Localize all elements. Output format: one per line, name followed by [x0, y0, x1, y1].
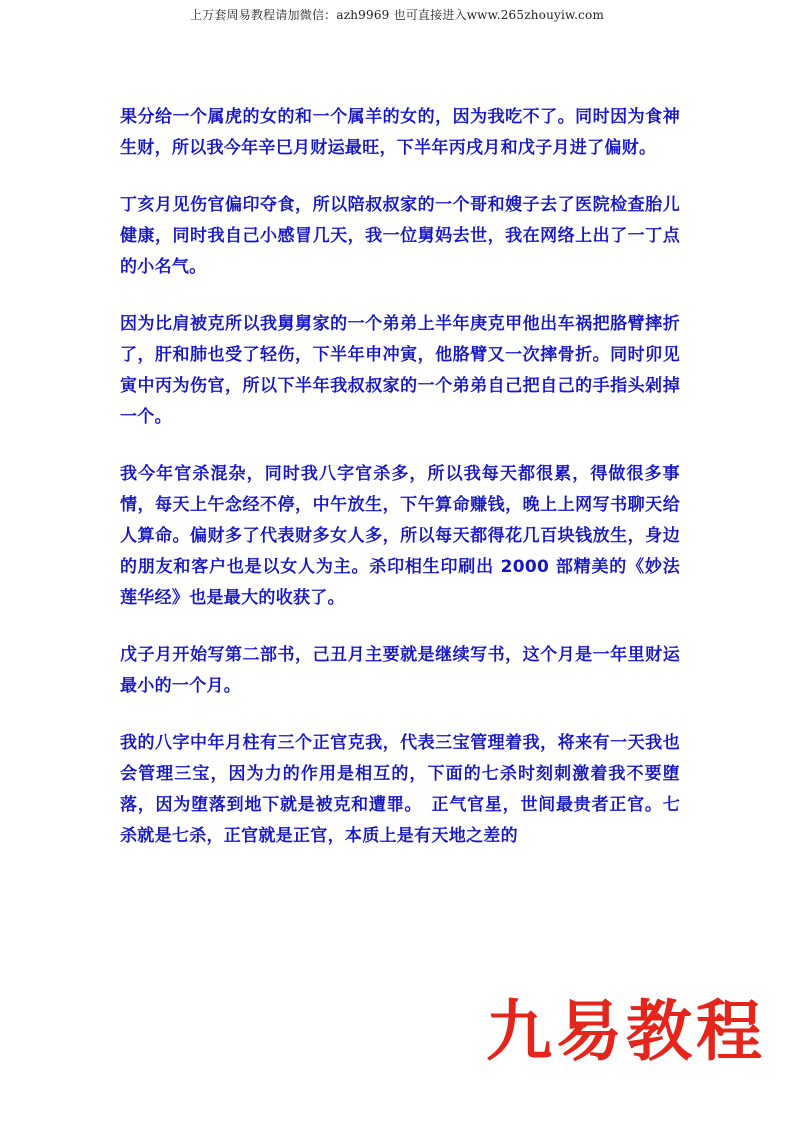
paragraph-4: 我今年官杀混杂，同时我八字官杀多，所以我每天都很累，得做很多事情，每天上午念经不停，中午放生，下午算命赚钱，晚上上网写书聊天给人算命。偏财多了代表财多女人多，所以每天都得花几百块钱放生，身边的朋友和客户也是以女人为主。杀印相生印刷出 2000 部精美的《妙法莲华经》也是最大的收获了。	[120, 464, 680, 608]
paragraph-1: 果分给一个属虎的女的和一个属羊的女的，因为我吃不了。同时因为食神生财，所以我今年辛巳月财运最旺，下半年丙戌月和戊子月进了偏财。	[120, 107, 680, 158]
paragraph-2: 丁亥月见伤官偏印夺食，所以陪叔叔家的一个哥和嫂子去了医院检查胎儿健康，同时我自己小感冒几天，我一位舅妈去世，我在网络上出了一丁点的小名气。	[120, 195, 680, 277]
document-body	[120, 102, 680, 852]
page-header: 上万套周易教程请加微信：azh9969 也可直接进入www.265zhouyiw.com	[189, 8, 605, 22]
paragraph-5: 戊子月开始写第二部书，己丑月主要就是继续写书，这个月是一年里财运最小的一个月。	[120, 645, 680, 696]
paragraph-3: 因为比肩被克所以我舅舅家的一个弟弟上半年庚克甲他出车祸把胳臂摔折了，肝和肺也受了轻伤，下半年申冲寅，他胳臂又一次摔骨折。同时卯见寅中丙为伤官，所以下半年我叔叔家的一个弟弟自己把自己的手指头剁掉一个。	[120, 314, 680, 427]
watermark-text: 九易教程	[486, 993, 766, 1070]
watermark-logo	[480, 992, 780, 1072]
paragraph-6: 我的八字中年月柱有三个正官克我，代表三宝管理着我，将来有一天我也会管理三宝，因为力的作用是相互的，下面的七杀时刻刺激着我不要堕落，因为堕落到地下就是被克和遭罪。 正气官星，世间最贵者正官。七杀就是七杀，正官就是正官，本质上是有天地之差的	[120, 733, 680, 846]
